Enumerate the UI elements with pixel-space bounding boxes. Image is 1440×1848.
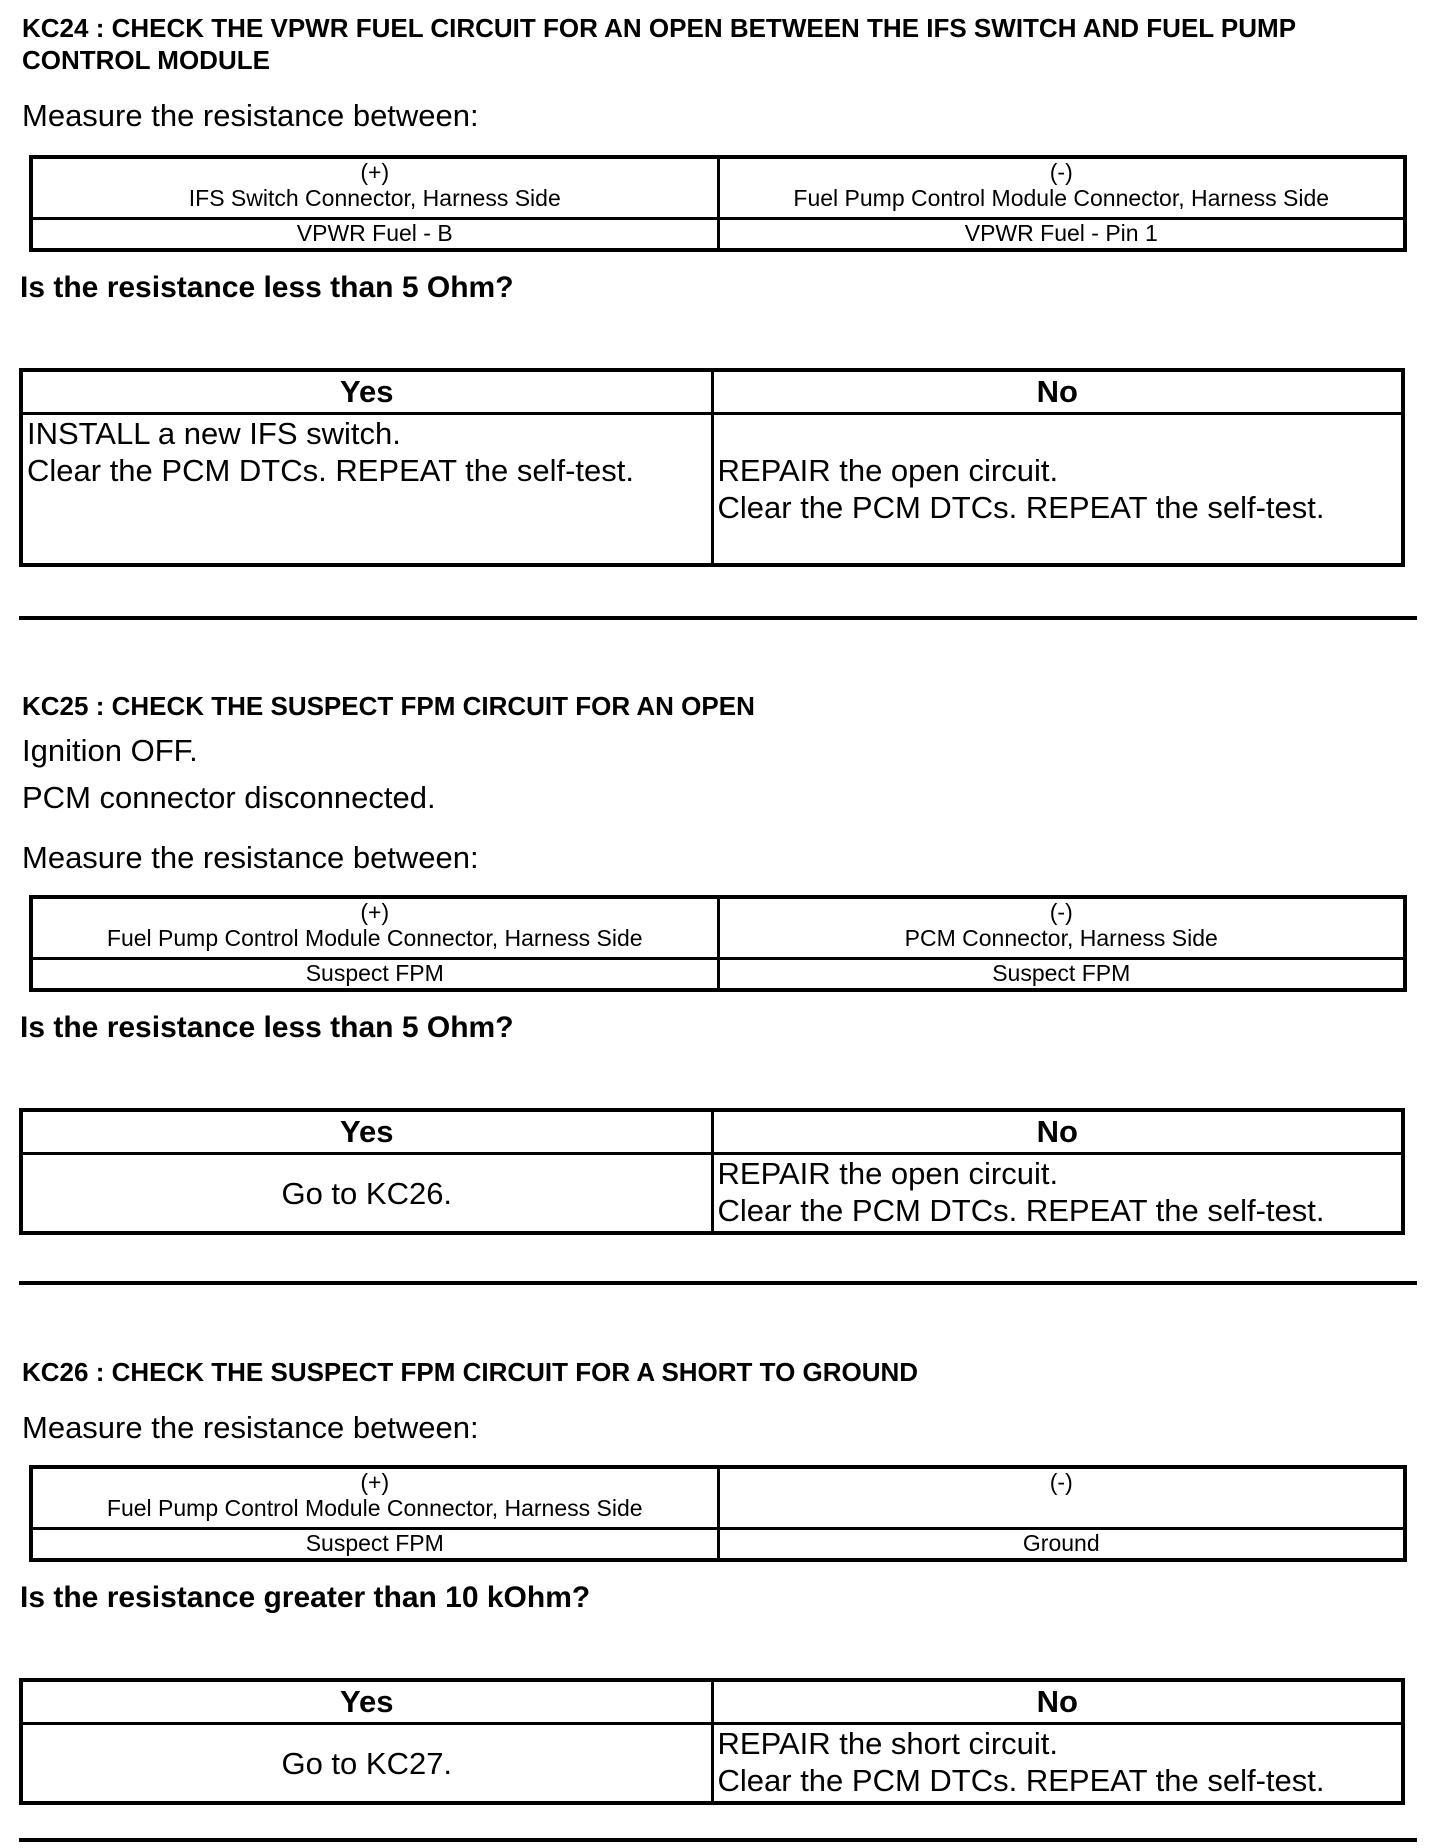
no-header: No [712,1110,1403,1154]
action-line: INSTALL a new IFS switch. [27,416,401,451]
action-line: Clear the PCM DTCs. REPEAT the self-test. [717,1763,1325,1798]
kc26-negative-connector-header [718,1467,1405,1529]
kc26-positive-connector-header [31,1467,718,1529]
yes-header: Yes [21,370,712,414]
kc24-negative-connector-header [718,157,1405,219]
connector-label: PCM Connector, Harness Side [904,925,1218,951]
kc26-measure-table [29,1465,1407,1562]
kc25-positive-connector-header [31,897,718,959]
kc26-positive-pin: Suspect FPM [31,1529,718,1561]
kc25-step-ignition: Ignition OFF. [22,733,198,768]
kc25-step-connector: PCM connector disconnected. [22,780,436,815]
kc25-instruction: Measure the resistance between: [22,840,479,875]
kc25-heading: KC25 : CHECK THE SUSPECT FPM CIRCUIT FOR AN OPEN [22,691,755,721]
no-header: No [712,370,1403,414]
section-divider [19,1838,1417,1842]
kc25-negative-pin: Suspect FPM [718,959,1405,991]
section-divider [19,616,1417,620]
kc24-question: Is the resistance less than 5 Ohm? [20,271,514,304]
kc24-heading [22,12,1422,76]
negative-sign: (-) [1049,899,1073,925]
kc24-no-action [712,414,1403,566]
kc25-negative-connector-header [718,897,1405,959]
action-line: REPAIR the open circuit. [717,1156,1059,1191]
kc26-result-table [19,1678,1405,1805]
connector-label: IFS Switch Connector, Harness Side [188,185,561,211]
kc26-no-action [712,1724,1403,1804]
kc26-negative-pin: Ground [718,1529,1405,1561]
connector-label: Fuel Pump Control Module Connector, Harness Side [106,1495,643,1521]
action-line: Clear the PCM DTCs. REPEAT the self-test. [717,490,1325,525]
action-line: Clear the PCM DTCs. REPEAT the self-test. [717,1193,1325,1228]
kc26-question: Is the resistance greater than 10 kOhm? [20,1581,591,1614]
action-line: Clear the PCM DTCs. REPEAT the self-test. [27,453,634,488]
positive-sign: (+) [360,159,390,185]
kc25-measure-table [29,895,1407,992]
kc24-heading-line1: KC24 : CHECK THE VPWR FUEL CIRCUIT FOR AN OPEN BETWEEN THE IFS SWITCH AND FUEL PUMP [22,13,1297,43]
kc24-negative-pin: VPWR Fuel - Pin 1 [718,219,1405,251]
kc25-positive-pin: Suspect FPM [31,959,718,991]
kc24-measure-table [29,155,1407,252]
positive-sign: (+) [360,899,390,925]
kc25-question: Is the resistance less than 5 Ohm? [20,1011,514,1044]
action-line: REPAIR the open circuit. [717,453,1059,488]
kc24-result-table [19,368,1405,567]
yes-header: Yes [21,1680,712,1724]
positive-sign: (+) [360,1469,390,1495]
kc25-yes-action: Go to KC26. [21,1154,712,1234]
kc24-instruction: Measure the resistance between: [22,98,479,133]
action-line: REPAIR the short circuit. [717,1726,1059,1761]
kc25-result-table [19,1108,1405,1235]
kc26-heading: KC26 : CHECK THE SUSPECT FPM CIRCUIT FOR A SHORT TO GROUND [22,1357,919,1387]
kc24-positive-pin: VPWR Fuel - B [31,219,718,251]
negative-sign: (-) [1049,159,1073,185]
kc24-heading-line2: CONTROL MODULE [22,45,270,75]
no-header: No [712,1680,1403,1724]
kc25-no-action [712,1154,1403,1234]
connector-label: Fuel Pump Control Module Connector, Harness Side [793,185,1330,211]
kc24-yes-action [21,414,712,566]
connector-label: Fuel Pump Control Module Connector, Harness Side [106,925,643,951]
kc26-yes-action: Go to KC27. [21,1724,712,1804]
kc26-instruction: Measure the resistance between: [22,1410,479,1445]
negative-sign: (-) [1049,1469,1073,1495]
section-divider [19,1281,1417,1285]
kc24-positive-connector-header [31,157,718,219]
yes-header: Yes [21,1110,712,1154]
